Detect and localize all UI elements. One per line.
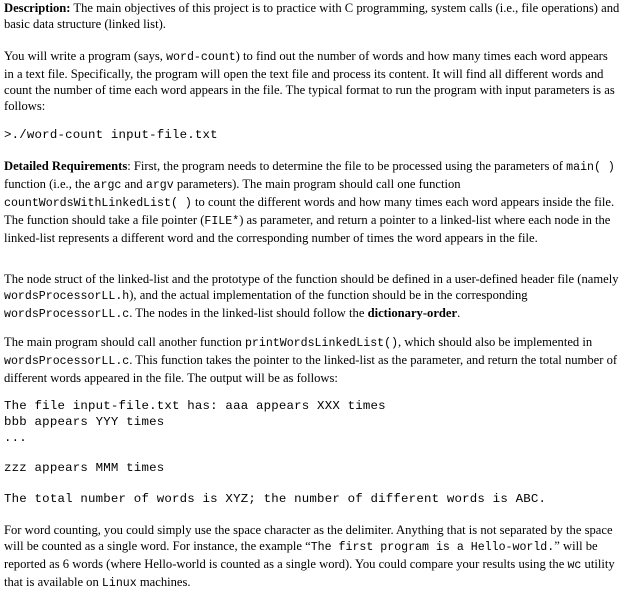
main-function-code: main( ) <box>566 161 615 174</box>
print-text-1: The main program should call another function <box>4 335 245 349</box>
file-pointer-code: FILE* <box>204 215 240 228</box>
print-text-2: , which should also be implemented in <box>398 335 593 349</box>
print-function-paragraph <box>4 334 620 386</box>
argv-code: argv <box>145 179 174 192</box>
source-file-code-2: wordsProcessorLL.c <box>4 355 130 368</box>
command-line-code: >./word-count input-file.txt <box>4 128 218 142</box>
intro-text-1: You will write a program (says, <box>4 49 167 63</box>
requirements-text-6: ) as parameter, and return a pointer to a linked-list where each node in the linked-list represents a different word and the corresponding number of times the word appears in the file. <box>4 213 611 245</box>
counting-text-4: machines. <box>136 575 191 589</box>
requirements-label: Detailed Requirements <box>4 159 128 173</box>
intro-paragraph <box>4 48 620 114</box>
wc-code: wc <box>567 559 582 572</box>
example-sentence-code: The first program is a Hello-world. <box>310 541 555 554</box>
counting-text-2: ” will be reported as 6 words (where Hello-world is counted as a single word). You could compare your results using the <box>4 539 598 571</box>
requirements-text-5: to count the different words and how many times each word appears inside the file. The function should take a file pointer ( <box>4 195 615 227</box>
output-example-block <box>4 398 620 446</box>
argc-code: argc <box>93 179 122 192</box>
description-paragraph <box>4 0 620 32</box>
dictionary-order-bold: dictionary-order <box>367 306 458 320</box>
requirements-text-2: function (i.e., the <box>4 177 94 191</box>
header-file-code: wordsProcessorLL.h <box>4 290 130 303</box>
header-text-1: The node struct of the linked-list and the prototype of the function should be defined in a user-defined header file (namely <box>4 272 619 286</box>
header-text-4: . <box>457 306 461 320</box>
linux-code: Linux <box>101 577 137 590</box>
counting-text-1: For word counting, you could simply use the space character as the delimiter. Anything that is not separated by the space will be counted as a single word. For instance, the example “ <box>4 523 613 553</box>
output-line-3: ... <box>4 431 27 445</box>
program-name-code: word-count <box>166 51 236 64</box>
count-function-code: countWordsWithLinkedList( ) <box>4 197 192 210</box>
header-file-paragraph <box>4 271 620 323</box>
output-line-5: The total number of words is XYZ; the number of different words is ABC. <box>4 492 547 506</box>
intro-text-2: ) to find out the number of words and how many times each word appears in a text file. Specifically, the program will open the text file and process its content. It will find all different words and count the number of time each word appears in the file. The typical format to run the program with input parameters is as follows: <box>4 49 615 113</box>
print-text-3: . This function takes the pointer to the linked-list as the parameter, and return the total number of different words appeared in the file. The output will be as follows: <box>4 353 618 385</box>
requirements-text-4: parameters). The main program should call one function <box>173 177 461 191</box>
header-text-2: ), and the actual implementation of the function should be in the corresponding <box>129 288 528 302</box>
description-label: Description: <box>4 1 71 15</box>
output-line-2: bbb appears YYY times <box>4 415 165 429</box>
header-text-3: . The nodes in the linked-list should follow the <box>129 306 368 320</box>
print-function-code: printWordsLinkedList() <box>244 337 399 350</box>
requirements-paragraph <box>4 158 620 246</box>
requirements-text-1: : First, the program needs to determine the file to be processed using the parameters of <box>127 159 567 173</box>
word-counting-paragraph <box>4 522 620 592</box>
output-line-1: The file input-file.txt has: aaa appears XXX times <box>4 399 386 413</box>
description-text: The main objectives of this project is to practice with C programming, system calls (i.e., file operations) and basic data structure (linked list). <box>4 1 620 31</box>
source-file-code: wordsProcessorLL.c <box>4 308 130 321</box>
output-line-4: zzz appears MMM times <box>4 461 165 475</box>
requirements-text-3: and <box>121 177 146 191</box>
counting-text-3: utility that is available on <box>4 557 615 589</box>
